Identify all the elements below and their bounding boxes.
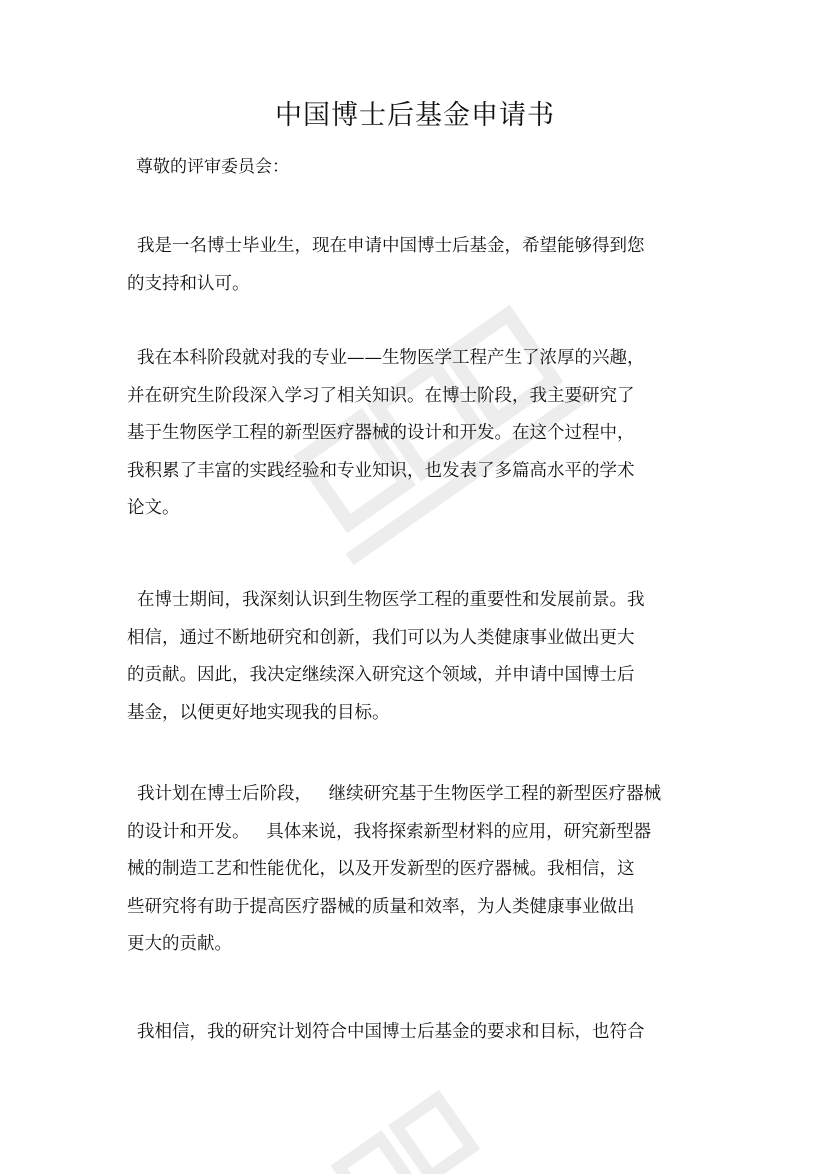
paragraph-line: 我相信，我的研究计划符合中国博士后基金的要求和目标，也符合 [137, 1022, 645, 1042]
document-title: 中国博士后基金申请书 [275, 100, 555, 131]
paragraph-line: 些研究将有助于提高医疗器械的质量和效率，为人类健康事业做出 [127, 896, 635, 917]
paragraph-line: 我是一名博士毕业生，现在申请中国博士后基金，希望能够得到您 [137, 236, 645, 256]
paragraph-line: 论文。 [127, 498, 180, 518]
salutation: 尊敬的评审委员会： [136, 157, 289, 177]
paragraph-line: 基于生物医学工程的新型医疗器械的设计和开发。在这个过程中， [127, 423, 635, 443]
paragraph-5 [127, 1014, 707, 1052]
paragraph-line: 基金，以便更好地实现我的目标。 [127, 702, 390, 723]
paragraph-line: 相信，通过不断地研究和创新，我们可以为人类健康事业做出更大 [127, 627, 635, 648]
paragraph-2 [127, 340, 707, 528]
paragraph-line: 我计划在博士后阶段， 继续研究基于生物医学工程的新型医疗器械 [137, 784, 662, 804]
paragraph-line: 更大的贡献。 [127, 934, 232, 954]
paragraph-line: 在博士期间，我深刻认识到生物医学工程的重要性和发展前景。我 [137, 590, 645, 610]
watermark-graphic-2 [300, 1080, 560, 1174]
paragraph-1 [127, 228, 707, 303]
paragraph-3 [127, 582, 707, 732]
paragraph-line: 我在本科阶段就对我的专业——生物医学工程产生了浓厚的兴趣， [137, 348, 645, 368]
paragraph-line: 械的制造工艺和性能优化，以及开发新型的医疗器械。我相信，这 [127, 859, 635, 879]
paragraph-line: 并在研究生阶段深入学习了相关知识。在博士阶段，我主要研究了 [127, 385, 635, 406]
paragraph-line: 的贡献。因此，我决定继续深入研究这个领域，并申请中国博士后 [127, 665, 635, 685]
paragraph-line: 的设计和开发。 具体来说，我将探索新型材料的应用，研究新型器 [127, 821, 652, 842]
paragraph-4 [127, 776, 707, 964]
paragraph-line: 我积累了丰富的实践经验和专业知识，也发表了多篇高水平的学术 [127, 460, 635, 481]
paragraph-line: 的支持和认可。 [127, 273, 250, 294]
